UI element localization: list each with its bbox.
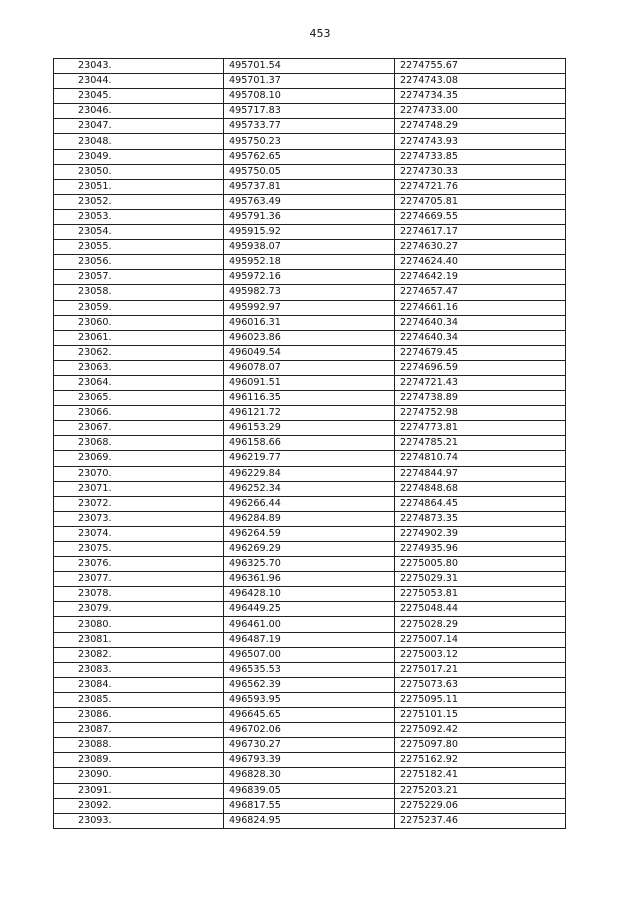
y-coordinate-cell: 2275092.42 <box>395 723 566 738</box>
y-coordinate-cell: 2275053.81 <box>395 587 566 602</box>
y-coordinate-cell: 2274640.34 <box>395 315 566 330</box>
table-row <box>54 74 566 89</box>
table-row <box>54 481 566 496</box>
point-number-cell: 23058. <box>54 285 224 300</box>
point-number-cell: 23047. <box>54 119 224 134</box>
table-row <box>54 708 566 723</box>
y-coordinate-cell: 2274773.81 <box>395 421 566 436</box>
table-row <box>54 240 566 255</box>
table-row <box>54 149 566 164</box>
x-coordinate-cell: 496153.29 <box>224 421 395 436</box>
x-coordinate-cell: 496828.30 <box>224 768 395 783</box>
table-row <box>54 330 566 345</box>
point-number-cell: 23056. <box>54 255 224 270</box>
x-coordinate-cell: 496428.10 <box>224 587 395 602</box>
x-coordinate-cell: 496593.95 <box>224 692 395 707</box>
point-number-cell: 23066. <box>54 406 224 421</box>
y-coordinate-cell: 2274617.17 <box>395 225 566 240</box>
point-number-cell: 23068. <box>54 436 224 451</box>
point-number-cell: 23085. <box>54 692 224 707</box>
y-coordinate-cell: 2274873.35 <box>395 511 566 526</box>
point-number-cell: 23061. <box>54 330 224 345</box>
y-coordinate-cell: 2275203.21 <box>395 783 566 798</box>
y-coordinate-cell: 2274738.89 <box>395 391 566 406</box>
y-coordinate-cell: 2274734.35 <box>395 89 566 104</box>
x-coordinate-cell: 495717.83 <box>224 104 395 119</box>
x-coordinate-cell: 495708.10 <box>224 89 395 104</box>
x-coordinate-cell: 496507.00 <box>224 647 395 662</box>
y-coordinate-cell: 2274640.34 <box>395 330 566 345</box>
table-row <box>54 194 566 209</box>
y-coordinate-cell: 2275097.80 <box>395 738 566 753</box>
table-row <box>54 602 566 617</box>
x-coordinate-cell: 496702.06 <box>224 723 395 738</box>
table-row <box>54 391 566 406</box>
x-coordinate-cell: 495750.23 <box>224 134 395 149</box>
point-number-cell: 23082. <box>54 647 224 662</box>
x-coordinate-cell: 496487.19 <box>224 632 395 647</box>
x-coordinate-cell: 496158.66 <box>224 436 395 451</box>
x-coordinate-cell: 496325.70 <box>224 557 395 572</box>
table-row <box>54 179 566 194</box>
y-coordinate-cell: 2274785.21 <box>395 436 566 451</box>
y-coordinate-cell: 2274705.81 <box>395 194 566 209</box>
point-number-cell: 23055. <box>54 240 224 255</box>
point-number-cell: 23093. <box>54 813 224 828</box>
table-row <box>54 134 566 149</box>
table-row <box>54 511 566 526</box>
point-number-cell: 23073. <box>54 511 224 526</box>
x-coordinate-cell: 495972.16 <box>224 270 395 285</box>
y-coordinate-cell: 2275101.15 <box>395 708 566 723</box>
x-coordinate-cell: 496730.27 <box>224 738 395 753</box>
point-number-cell: 23070. <box>54 466 224 481</box>
point-number-cell: 23075. <box>54 542 224 557</box>
y-coordinate-cell: 2274696.59 <box>395 360 566 375</box>
x-coordinate-cell: 496252.34 <box>224 481 395 496</box>
point-number-cell: 23053. <box>54 209 224 224</box>
table-row <box>54 557 566 572</box>
x-coordinate-cell: 496091.51 <box>224 375 395 390</box>
y-coordinate-cell: 2274730.33 <box>395 164 566 179</box>
point-number-cell: 23089. <box>54 753 224 768</box>
table-row <box>54 255 566 270</box>
point-number-cell: 23069. <box>54 451 224 466</box>
x-coordinate-cell: 496562.39 <box>224 677 395 692</box>
y-coordinate-cell: 2274748.29 <box>395 119 566 134</box>
point-number-cell: 23062. <box>54 345 224 360</box>
point-number-cell: 23054. <box>54 225 224 240</box>
y-coordinate-cell: 2275182.41 <box>395 768 566 783</box>
table-row <box>54 451 566 466</box>
y-coordinate-cell: 2275048.44 <box>395 602 566 617</box>
table-row <box>54 285 566 300</box>
table-row <box>54 375 566 390</box>
table-row <box>54 270 566 285</box>
x-coordinate-cell: 495938.07 <box>224 240 395 255</box>
y-coordinate-cell: 2274721.43 <box>395 375 566 390</box>
x-coordinate-cell: 496284.89 <box>224 511 395 526</box>
y-coordinate-cell: 2274810.74 <box>395 451 566 466</box>
table-row <box>54 738 566 753</box>
table-row <box>54 723 566 738</box>
x-coordinate-cell: 495992.97 <box>224 300 395 315</box>
point-number-cell: 23080. <box>54 617 224 632</box>
point-number-cell: 23077. <box>54 572 224 587</box>
point-number-cell: 23052. <box>54 194 224 209</box>
x-coordinate-cell: 496266.44 <box>224 496 395 511</box>
table-row <box>54 647 566 662</box>
y-coordinate-cell: 2275003.12 <box>395 647 566 662</box>
y-coordinate-cell: 2274902.39 <box>395 526 566 541</box>
y-coordinate-cell: 2275005.80 <box>395 557 566 572</box>
x-coordinate-cell: 496824.95 <box>224 813 395 828</box>
table-row <box>54 225 566 240</box>
x-coordinate-cell: 496269.29 <box>224 542 395 557</box>
coordinates-table <box>53 58 566 829</box>
table-row <box>54 104 566 119</box>
x-coordinate-cell: 495701.37 <box>224 74 395 89</box>
x-coordinate-cell: 495701.54 <box>224 59 395 74</box>
table-row <box>54 209 566 224</box>
point-number-cell: 23076. <box>54 557 224 572</box>
point-number-cell: 23074. <box>54 526 224 541</box>
y-coordinate-cell: 2275073.63 <box>395 677 566 692</box>
table-row <box>54 677 566 692</box>
table-row <box>54 119 566 134</box>
x-coordinate-cell: 496049.54 <box>224 345 395 360</box>
x-coordinate-cell: 496229.84 <box>224 466 395 481</box>
table-row <box>54 360 566 375</box>
point-number-cell: 23086. <box>54 708 224 723</box>
table-row <box>54 783 566 798</box>
x-coordinate-cell: 496535.53 <box>224 662 395 677</box>
point-number-cell: 23071. <box>54 481 224 496</box>
x-coordinate-cell: 495733.77 <box>224 119 395 134</box>
table-row <box>54 768 566 783</box>
y-coordinate-cell: 2275028.29 <box>395 617 566 632</box>
x-coordinate-cell: 495982.73 <box>224 285 395 300</box>
x-coordinate-cell: 496116.35 <box>224 391 395 406</box>
y-coordinate-cell: 2274679.45 <box>395 345 566 360</box>
point-number-cell: 23090. <box>54 768 224 783</box>
y-coordinate-cell: 2274657.47 <box>395 285 566 300</box>
y-coordinate-cell: 2275095.11 <box>395 692 566 707</box>
x-coordinate-cell: 495763.49 <box>224 194 395 209</box>
table-row <box>54 466 566 481</box>
y-coordinate-cell: 2274721.76 <box>395 179 566 194</box>
table-row <box>54 300 566 315</box>
x-coordinate-cell: 496078.07 <box>224 360 395 375</box>
y-coordinate-cell: 2274743.08 <box>395 74 566 89</box>
x-coordinate-cell: 495952.18 <box>224 255 395 270</box>
y-coordinate-cell: 2274733.00 <box>395 104 566 119</box>
point-number-cell: 23079. <box>54 602 224 617</box>
point-number-cell: 23045. <box>54 89 224 104</box>
x-coordinate-cell: 495915.92 <box>224 225 395 240</box>
table-row <box>54 164 566 179</box>
x-coordinate-cell: 496839.05 <box>224 783 395 798</box>
point-number-cell: 23087. <box>54 723 224 738</box>
y-coordinate-cell: 2274844.97 <box>395 466 566 481</box>
x-coordinate-cell: 496121.72 <box>224 406 395 421</box>
x-coordinate-cell: 496645.65 <box>224 708 395 723</box>
y-coordinate-cell: 2274864.45 <box>395 496 566 511</box>
x-coordinate-cell: 496449.25 <box>224 602 395 617</box>
y-coordinate-cell: 2274669.55 <box>395 209 566 224</box>
point-number-cell: 23078. <box>54 587 224 602</box>
y-coordinate-cell: 2274752.98 <box>395 406 566 421</box>
table-row <box>54 662 566 677</box>
x-coordinate-cell: 496016.31 <box>224 315 395 330</box>
y-coordinate-cell: 2274624.40 <box>395 255 566 270</box>
table-row <box>54 587 566 602</box>
point-number-cell: 23059. <box>54 300 224 315</box>
point-number-cell: 23065. <box>54 391 224 406</box>
x-coordinate-cell: 495791.36 <box>224 209 395 224</box>
coordinates-table-body <box>54 59 566 829</box>
point-number-cell: 23050. <box>54 164 224 179</box>
x-coordinate-cell: 496023.86 <box>224 330 395 345</box>
point-number-cell: 23081. <box>54 632 224 647</box>
point-number-cell: 23072. <box>54 496 224 511</box>
table-row <box>54 59 566 74</box>
x-coordinate-cell: 496361.96 <box>224 572 395 587</box>
y-coordinate-cell: 2274935.96 <box>395 542 566 557</box>
table-row <box>54 798 566 813</box>
table-row <box>54 345 566 360</box>
table-row <box>54 632 566 647</box>
point-number-cell: 23088. <box>54 738 224 753</box>
point-number-cell: 23063. <box>54 360 224 375</box>
point-number-cell: 23046. <box>54 104 224 119</box>
point-number-cell: 23049. <box>54 149 224 164</box>
table-row <box>54 421 566 436</box>
table-row <box>54 436 566 451</box>
table-row <box>54 813 566 828</box>
point-number-cell: 23091. <box>54 783 224 798</box>
y-coordinate-cell: 2275017.21 <box>395 662 566 677</box>
y-coordinate-cell: 2275029.31 <box>395 572 566 587</box>
y-coordinate-cell: 2275162.92 <box>395 753 566 768</box>
x-coordinate-cell: 496264.59 <box>224 526 395 541</box>
point-number-cell: 23083. <box>54 662 224 677</box>
y-coordinate-cell: 2275229.06 <box>395 798 566 813</box>
table-row <box>54 89 566 104</box>
table-row <box>54 617 566 632</box>
table-row <box>54 406 566 421</box>
point-number-cell: 23044. <box>54 74 224 89</box>
x-coordinate-cell: 495762.65 <box>224 149 395 164</box>
table-row <box>54 572 566 587</box>
point-number-cell: 23048. <box>54 134 224 149</box>
y-coordinate-cell: 2275007.14 <box>395 632 566 647</box>
point-number-cell: 23067. <box>54 421 224 436</box>
x-coordinate-cell: 495737.81 <box>224 179 395 194</box>
y-coordinate-cell: 2274848.68 <box>395 481 566 496</box>
y-coordinate-cell: 2274755.67 <box>395 59 566 74</box>
point-number-cell: 23043. <box>54 59 224 74</box>
table-row <box>54 753 566 768</box>
point-number-cell: 23057. <box>54 270 224 285</box>
y-coordinate-cell: 2275237.46 <box>395 813 566 828</box>
y-coordinate-cell: 2274630.27 <box>395 240 566 255</box>
table-row <box>54 692 566 707</box>
table-row <box>54 542 566 557</box>
y-coordinate-cell: 2274733.85 <box>395 149 566 164</box>
table-row <box>54 526 566 541</box>
table-row <box>54 315 566 330</box>
point-number-cell: 23051. <box>54 179 224 194</box>
y-coordinate-cell: 2274661.16 <box>395 300 566 315</box>
page-number: 453 <box>309 27 331 40</box>
point-number-cell: 23060. <box>54 315 224 330</box>
x-coordinate-cell: 496461.00 <box>224 617 395 632</box>
x-coordinate-cell: 495750.05 <box>224 164 395 179</box>
point-number-cell: 23084. <box>54 677 224 692</box>
x-coordinate-cell: 496793.39 <box>224 753 395 768</box>
x-coordinate-cell: 496219.77 <box>224 451 395 466</box>
y-coordinate-cell: 2274642.19 <box>395 270 566 285</box>
table-row <box>54 496 566 511</box>
point-number-cell: 23092. <box>54 798 224 813</box>
y-coordinate-cell: 2274743.93 <box>395 134 566 149</box>
point-number-cell: 23064. <box>54 375 224 390</box>
x-coordinate-cell: 496817.55 <box>224 798 395 813</box>
